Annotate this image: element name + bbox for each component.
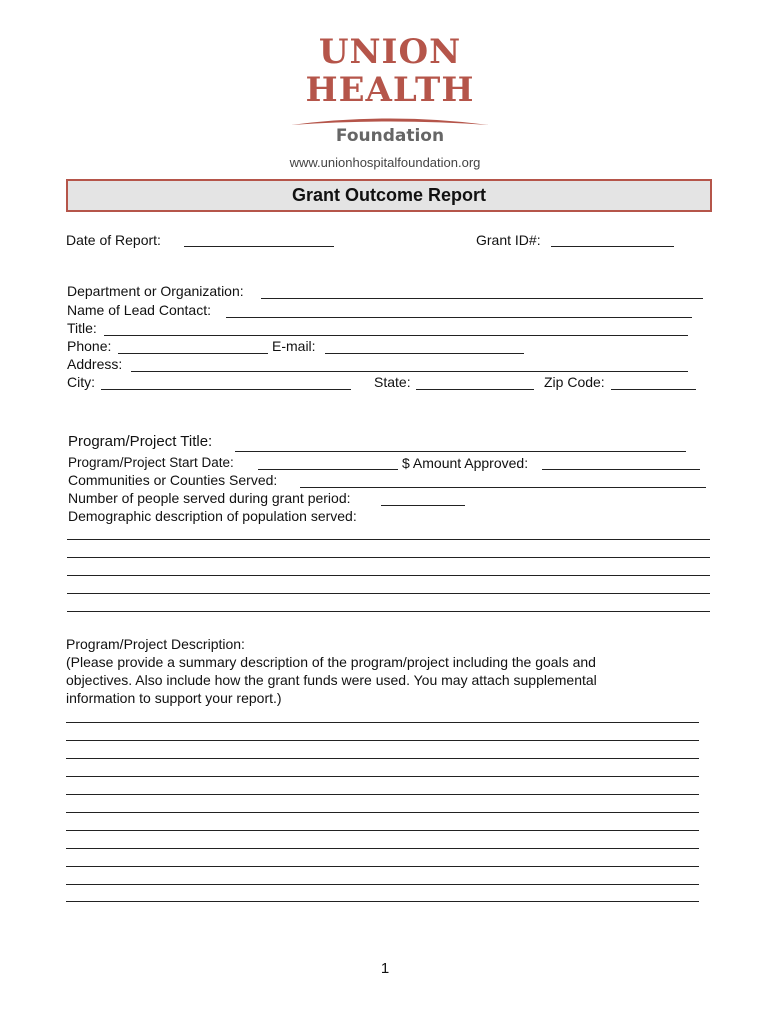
description-instructions-line: information to support your report.) — [66, 690, 282, 706]
grant-id-field[interactable] — [551, 246, 674, 247]
state-label: State: — [374, 374, 411, 390]
address-field[interactable] — [131, 371, 688, 372]
date-of-report-field[interactable] — [184, 246, 334, 247]
start-date-field[interactable] — [258, 469, 398, 470]
description-line[interactable] — [66, 740, 699, 741]
amount-approved-field[interactable] — [542, 469, 700, 470]
city-label: City: — [67, 374, 95, 390]
phone-field[interactable] — [118, 353, 268, 354]
union-health-logo — [285, 34, 495, 146]
description-line[interactable] — [66, 794, 699, 795]
description-line[interactable] — [66, 901, 699, 902]
description-line[interactable] — [66, 866, 699, 867]
description-line[interactable] — [66, 830, 699, 831]
description-line[interactable] — [66, 776, 699, 777]
description-heading: Program/Project Description: — [66, 636, 245, 652]
program-title-field[interactable] — [235, 451, 686, 452]
department-label: Department or Organization: — [67, 283, 244, 299]
communities-served-label: Communities or Counties Served: — [68, 472, 278, 488]
description-line[interactable] — [66, 848, 699, 849]
communities-served-field[interactable] — [300, 487, 706, 488]
demographic-label: Demographic description of population served: — [68, 508, 357, 524]
email-label: E-mail: — [272, 338, 316, 354]
report-title-box — [66, 179, 712, 212]
city-field[interactable] — [101, 389, 351, 390]
phone-label: Phone: — [67, 338, 112, 354]
description-line[interactable] — [66, 884, 699, 885]
date-of-report-label: Date of Report: — [66, 232, 161, 248]
zip-code-field[interactable] — [611, 389, 696, 390]
demographic-line[interactable] — [67, 593, 710, 594]
people-served-label: Number of people served during grant period: — [68, 490, 351, 506]
address-label: Address: — [67, 356, 123, 372]
page-title: Grant Outcome Report — [291, 185, 487, 205]
page-number: 1 — [380, 960, 390, 977]
demographic-line[interactable] — [67, 539, 710, 540]
demographic-line[interactable] — [67, 575, 710, 576]
description-instructions-line: objectives. Also include how the grant funds were used. You may attach supplemental — [66, 672, 597, 688]
demographic-line[interactable] — [67, 611, 710, 612]
program-title-label: Program/Project Title: — [68, 433, 213, 450]
lead-contact-field[interactable] — [226, 317, 692, 318]
demographic-line[interactable] — [67, 557, 710, 558]
grant-id-label: Grant ID#: — [476, 232, 541, 248]
email-field[interactable] — [325, 353, 524, 354]
title-label: Title: — [67, 320, 97, 336]
description-instructions-line: (Please provide a summary description of the program/project including the goals and — [66, 654, 596, 670]
description-line[interactable] — [66, 758, 699, 759]
state-field[interactable] — [416, 389, 534, 390]
amount-approved-label: $ Amount Approved: — [402, 455, 529, 471]
zip-code-label: Zip Code: — [544, 374, 605, 390]
description-line[interactable] — [66, 722, 699, 723]
logo-foundation-text: Foundation — [335, 126, 445, 146]
lead-contact-label: Name of Lead Contact: — [67, 302, 211, 318]
description-line[interactable] — [66, 812, 699, 813]
start-date-label: Program/Project Start Date: — [68, 455, 234, 470]
title-field[interactable] — [104, 335, 688, 336]
people-served-field[interactable] — [381, 505, 465, 506]
logo-health-text: HEALTH — [305, 70, 475, 110]
website-link[interactable]: www.unionhospitalfoundation.org — [289, 155, 481, 170]
logo-union-text: UNION — [318, 32, 462, 72]
department-field[interactable] — [261, 298, 703, 299]
